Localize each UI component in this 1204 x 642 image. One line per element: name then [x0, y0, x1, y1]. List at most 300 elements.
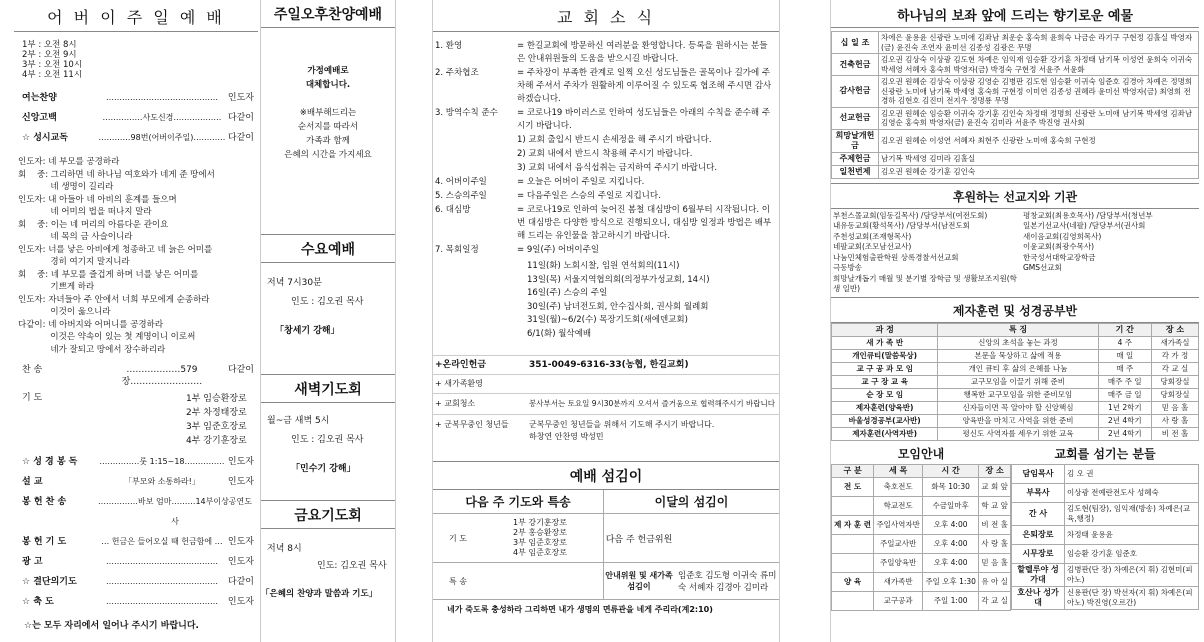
order-name: 봉 헌 기 도 [22, 537, 67, 547]
afternoon-line [263, 92, 393, 106]
schedule-item: 31일(월)~6/2(수) 목장기도회(새에덴교회) [527, 315, 688, 325]
news-text: = 다음주일은 스승의 주일로 지킵니다. [517, 191, 661, 201]
meeting-cell: 수금일마후 [923, 496, 979, 515]
meeting-row [832, 477, 1011, 496]
order-name: 여는찬양 [22, 93, 57, 103]
afternoon-line: 대체합니다. [305, 80, 351, 90]
reading-line: 경히 여기지 말지니라 [18, 257, 130, 267]
training-header: 과 정 [832, 323, 938, 336]
offerings-table [831, 31, 1199, 179]
worship-order-second [14, 448, 258, 612]
news-item [435, 244, 775, 257]
order-row [22, 108, 254, 128]
order-leader: 인도자 [227, 477, 254, 487]
order-dots: …………………………………… [105, 557, 218, 566]
next-prayer-list [483, 518, 567, 558]
cleaning-row: + 교회청소 봉사부서는 토요일 9시30분까지 오셔서 즐거움으로 협력해주시기 바랍니다 [433, 393, 779, 414]
schedule-item: 6/1(화) 월삭예배 [527, 328, 592, 339]
news-label: 5. 스승의주일 [435, 191, 487, 201]
news-text: = 코로나19 바이러스로 인하여 성도님들은 아래의 수칙을 준수해 주시기 바랍니다. [517, 108, 771, 131]
reading-line: 네 어미의 법을 떠나지 말라 [18, 207, 152, 217]
offering-row [832, 152, 1199, 165]
order-leader: 인도자 [227, 93, 254, 103]
mission-right [1023, 274, 1199, 295]
training-cell: 순 장 모 임 [832, 388, 938, 401]
church-news-title: 교 회 소 식 [433, 0, 779, 32]
prayer-name: 4부 임준호장로 [513, 548, 568, 557]
training-cell: 교 구 장 교 육 [832, 375, 938, 388]
order-leader: 다같이 [227, 133, 254, 143]
order-row [22, 552, 254, 572]
meeting-cell: 교 회 앞 [979, 477, 1011, 496]
responsive-reading [14, 150, 258, 358]
dawn-time: 월~금 새벽 5시 [267, 416, 330, 426]
order-name: ☆ 축 도 [22, 597, 54, 607]
news-text: 3) 교회 내에서 음식섭취는 금지하여 주시기 바랍니다. [517, 163, 718, 173]
meeting-cell: 양 육 [832, 572, 874, 591]
news-item [435, 148, 775, 161]
offering-names: 남기복 박세영 김미라 김홀실 [879, 152, 1199, 165]
meeting-header: 구 분 [832, 464, 874, 477]
training-cell: 2년 4학기 [1098, 427, 1152, 440]
meeting-cell: 주일교사반 [874, 534, 923, 553]
training-cell: 바울성경공부(교사반) [832, 414, 938, 427]
order-name: 신앙고백 [22, 113, 57, 123]
missions-list [831, 209, 1199, 297]
servant-names: 차정태 윤용윤 [1065, 525, 1199, 544]
meeting-cell [832, 553, 874, 572]
order-name: 봉 헌 찬 송 [22, 497, 67, 507]
service-times [14, 32, 258, 84]
bible-verse: 네가 죽도록 충성하라 그리하면 내가 생명의 면류관을 네게 주리라(계2:10) [433, 599, 779, 615]
meeting-cell: 오후 4:00 [923, 515, 979, 534]
offering-type: 건축헌금 [832, 54, 879, 76]
news-label [435, 134, 517, 147]
servant-row [1012, 502, 1199, 525]
afternoon-worship-title: 주일오후찬양예배 [261, 0, 395, 28]
servants-table [1011, 464, 1199, 610]
meeting-cell: 화목 10:30 [923, 477, 979, 496]
training-row [832, 362, 1199, 375]
meeting-cell: 주일 오후 1:30 [923, 572, 979, 591]
military-row: + 군복무중인 청년들 군복무중인 청년들을 위해서 기도해 주시기 바랍니다. 하창연 안찬영 박성민 [433, 414, 779, 447]
training-cell: 제자훈련(사역자반) [832, 427, 938, 440]
order-dots: … 헌금은 들어오실 때 헌금함에 … [101, 537, 223, 546]
reading-line: 이것은 약속이 있는 첫 계명이니 이로써 [18, 332, 196, 342]
dawn-prayer-title: 새벽기도회 [261, 374, 395, 403]
meeting-row [832, 572, 1011, 591]
meeting-row [832, 591, 1011, 610]
order-dots: ……………사도신경……………… [102, 113, 222, 122]
offering-names: 김오권 김상숙 이상광 김도현 차예은 임익재 임승환 강기훈 차정태 남기복 이성연 윤희숙 이귀숙 박세영 서혜자 홍숙희 박영자(금) 박정숙 구현정 서윤주 서윤화 [879, 54, 1199, 76]
meeting-cell [832, 591, 874, 610]
meeting-cell: 오후 4:00 [923, 553, 979, 572]
service-time: 3부 : 오전 10시 [22, 60, 83, 70]
friday-leader: 인도: 김오권 목사 [317, 561, 387, 571]
order-dots: …………………………………… [105, 597, 218, 606]
offering-row [832, 165, 1199, 178]
mission-row [833, 253, 1199, 264]
servant-role: 부목사 [1012, 483, 1065, 502]
meeting-cell: 주일 1:00 [923, 591, 979, 610]
afternoon-line: 은혜의 시간을 가지세요 [284, 150, 372, 160]
meeting-cell [832, 496, 874, 515]
order-dots: …………………………………… [105, 577, 218, 586]
training-cell: 매 주 [1098, 362, 1152, 375]
training-cell: 신앙의 초석을 놓는 과정 [938, 336, 1098, 349]
news-label [435, 162, 517, 175]
training-cell: 사 랑 홀 [1152, 414, 1199, 427]
offering-names: 김오권 원혜순 이성연 서혜자 최현주 신광란 노미애 홍숙희 구현정 [879, 129, 1199, 152]
meeting-cell: 새가족반 [874, 572, 923, 591]
mission-right: 평창교회(최용호목사) /담당부서(청년부 [1023, 210, 1153, 220]
prayer-name: 2부 차정태장로 [186, 408, 247, 418]
order-leader: 다같이 [227, 113, 254, 123]
offering-type: 십 일 조 [832, 32, 879, 54]
training-cell: 행복한 교구모임을 위한 준비모임 [938, 388, 1098, 401]
training-cell: 본문을 묵상하고 삶에 적용 [938, 349, 1098, 362]
training-header: 특 징 [938, 323, 1098, 336]
service-time: 4부 : 오전 11시 [22, 70, 83, 80]
meeting-cell: 학교전도 [874, 496, 923, 515]
offering-type: 선교헌금 [832, 107, 879, 129]
meeting-cell: 제 자 훈 련 [832, 515, 874, 534]
training-cell: 매 일 [1098, 349, 1152, 362]
schedule-item: 13일(목) 서울지역협의회(의정부가성교회, 14시) [527, 274, 710, 285]
news-label [435, 148, 517, 161]
order-row [22, 532, 254, 552]
mission-row [833, 263, 1199, 274]
mission-left: 부천스몰교회(임동길목사) /담당부서(여전도회) [833, 210, 988, 220]
meeting-row [832, 534, 1011, 553]
training-header: 기 간 [1098, 323, 1152, 336]
reading-line: 인도자: 네 부모를 공경하라 [18, 157, 120, 167]
servant-row [1012, 483, 1199, 502]
training-cell: 양육반을 마치고 사역을 위한 준비 [938, 414, 1098, 427]
mission-left: 극동방송 [833, 263, 862, 272]
mission-row [833, 221, 1199, 232]
news-text: = 주차장이 부족한 관계로 일찍 오신 성도님들은 골목이나 길가에 주차해 주셔서 주차가 원활하게 이루어질 수 있도록 협조해 주시면 감사하겠습니다. [517, 68, 772, 104]
month-servants-label: 이달의 섬김이 [654, 495, 729, 509]
pastoral-schedule [433, 258, 779, 341]
order-row [22, 452, 254, 472]
news-label: 1. 환영 [435, 41, 463, 51]
mission-right: 이윤교회(최광수목사) [1023, 242, 1095, 251]
news-item [435, 204, 775, 243]
meeting-row [832, 515, 1011, 534]
meeting-cell: 믿 음 홀 [979, 553, 1011, 572]
friday-theme: 「은혜의 찬양과 말씀과 기도」 [261, 589, 378, 599]
news-label: 2. 주차협조 [435, 68, 479, 78]
meeting-header: 시 간 [923, 464, 979, 477]
order-name: ☆ 결단의기도 [22, 577, 77, 587]
reading-line: 다같이: 네 아버지와 어머니를 공경하라 [18, 319, 164, 330]
news-text: 1) 교회 출입시 반드시 손세정을 해 주시기 바랍니다. [517, 135, 712, 145]
servant-row [1012, 525, 1199, 544]
meeting-cell: 학 교 앞 [979, 496, 1011, 515]
servant-role: 간 사 [1012, 502, 1065, 525]
meeting-header: 장 소 [979, 464, 1011, 477]
order-dots: …………98번(어버이주일)………… [98, 133, 226, 142]
order-leader: 다같이 [227, 577, 254, 587]
offering-type: 일천번제 [832, 165, 879, 178]
training-cell: 교구모임을 이끌기 위해 준비 [938, 375, 1098, 388]
wednesday-time: 저녁 7시30분 [267, 278, 322, 288]
afternoon-line: ※배부해드리는 [299, 108, 357, 118]
mission-left: 네팔교회(조모남선교사) [833, 242, 912, 251]
order-dots: ……………룻 1:15~18…………… [99, 457, 225, 466]
column-church-news [432, 0, 780, 642]
training-row [832, 427, 1199, 440]
schedule-item: 11일(화) 노회시찰, 임원 연석회의(11시) [527, 261, 680, 271]
friday-time: 저녁 8시 [267, 544, 302, 554]
standing-note: ☆는 모두 자리에서 일어나 주시기 바랍니다. [24, 621, 199, 631]
training-cell: 매주 주 일 [1098, 375, 1152, 388]
order-dots: ……………바보 엄마………14부이상공연도사 [97, 497, 252, 526]
training-row [832, 401, 1199, 414]
servant-names: 신용판(단 장) 박선자(지 휘) 차예은(피아노) 박진영(오르간) [1065, 586, 1199, 609]
training-cell: 각 가 정 [1152, 349, 1199, 362]
offering-type: 감사헌금 [832, 76, 879, 108]
news-item [435, 40, 775, 66]
mission-row [833, 274, 1199, 295]
servant-names: 이상광 전예란전도사 성혜숙 [1065, 483, 1199, 502]
reading-line: 인도자: 자녀들아 주 안에서 너희 부모에게 순종하라 [18, 294, 210, 305]
meeting-table [831, 464, 1011, 611]
training-row [832, 349, 1199, 362]
training-cell: 매주 금 일 [1098, 388, 1152, 401]
meeting-row [832, 496, 1011, 515]
wednesday-worship-title: 수요예배 [261, 234, 395, 263]
offering-names: 김오권 원혜순 임승환 이귀숙 강기훈 김인숙 차정태 정명희 신광란 노미애 남기복 박세영 김좌남 김영순 홍숙희 박영자(금) 윤진숙 김미라 서윤주 박진영 권사회 [879, 107, 1199, 129]
servant-row [1012, 464, 1199, 483]
meeting-cell: 주일양육반 [874, 553, 923, 572]
training-table [831, 323, 1199, 441]
order-row [22, 472, 254, 492]
offering-row [832, 76, 1199, 108]
schedule-item: 16일(주) 스승의 주일 [527, 288, 608, 298]
training-cell: 1년 2학기 [1098, 401, 1152, 414]
news-text: = 한길교회에 방문하신 여러분을 환영합니다. 등록을 원하시는 분들은 안내위원들의 도움을 받으시길 바랍니다. [517, 41, 768, 64]
service-time: 1부 : 오전 8시 [22, 40, 77, 50]
meeting-cell: 오후 4:00 [923, 534, 979, 553]
prayer-name: 4부 강기훈장로 [186, 436, 247, 446]
service-time: 2부 : 오전 9시 [22, 50, 77, 60]
column-other-services [260, 0, 396, 642]
meeting-title: 모임안내 [897, 446, 945, 461]
training-row [832, 375, 1199, 388]
wednesday-theme: 「창세기 강해」 [275, 326, 340, 336]
prayer-list [96, 392, 254, 448]
meeting-cell [832, 534, 874, 553]
offering-names: 김오권 원혜순 김상숙 이상광 김영순 김병판 김도현 임승환 이귀숙 임준호 김경아 차예은 정명희 신광란 노미애 남기복 박세영 홍숙희 구현정 이미연 김종성 권혜라 윤미선 박영자(금) 최영희 전경하 김현호 김진미 전지우 정명룡 무명 [879, 76, 1199, 108]
meeting-cell: 교구공과 [874, 591, 923, 610]
prayer-name: 2부 홍승환장로 [513, 528, 568, 537]
news-text: = 코로나19로 인하여 늦어진 봄철 대심방이 6월부터 시작됩니다. 이번 대심방은 다양한 방식으로 진행되오니, 대심방 일정과 방법은 배부해 드리는 유인물을 참고하시기 바랍니다. [517, 205, 772, 241]
order-name: 설 교 [22, 477, 43, 487]
order-leader: 인도자 [227, 457, 254, 467]
meeting-cell: 유 아 실 [979, 572, 1011, 591]
reading-line: 네 목의 금 사슬이니라 [18, 232, 133, 242]
training-title: 제자훈련 및 성경공부반 [831, 297, 1199, 323]
mission-left: 나눔민체험출판학원 상록경찰서선교회 [833, 252, 959, 262]
servant-role: 호산나 성가대 [1012, 586, 1065, 609]
new-family-row: + 새가족환영 [433, 374, 779, 393]
offering-type: 주제헌금 [832, 152, 879, 165]
servant-names: 김도현(팀장), 임익재(방송) 차예은(교육,행정) [1065, 502, 1199, 525]
meeting-row [832, 553, 1011, 572]
dawn-leader: 인도 : 김오권 목사 [291, 435, 364, 445]
column-sunday-worship [14, 0, 258, 642]
prayer-name: 1부 강기훈장로 [513, 518, 568, 527]
training-cell: 당회장실 [1152, 375, 1199, 388]
worship-order-first [14, 84, 258, 150]
serving-title: 예배 섬김이 [433, 461, 779, 490]
training-cell: 새가족실 [1152, 336, 1199, 349]
order-leader: 인도자 [227, 597, 254, 607]
order-row [22, 492, 254, 532]
training-row [832, 336, 1199, 349]
afternoon-line: 가정예배로 [307, 66, 349, 76]
offering-row [832, 129, 1199, 152]
news-label: 7. 목회일정 [435, 245, 479, 255]
training-cell: 각 교 실 [1152, 362, 1199, 375]
order-row [22, 88, 254, 108]
hymn-row: 찬 송 ………………579장…………………… 다같이 [22, 365, 254, 387]
news-item [435, 107, 775, 133]
servant-names: 임승환 강기훈 임준호 [1065, 544, 1199, 563]
mission-right: 새이음교회(김영희목사) [1023, 231, 1102, 241]
training-cell: 비 전 홀 [1152, 427, 1199, 440]
wednesday-leader: 인도 : 김오권 목사 [291, 297, 364, 307]
training-cell: 2년 4학기 [1098, 414, 1152, 427]
dawn-theme: 「민수기 강해」 [291, 464, 356, 474]
news-item [435, 176, 775, 189]
mission-right: 일본기선교사(네팔) /담당부서(권사회 [1023, 221, 1146, 230]
servant-row [1012, 544, 1199, 563]
offering-names: 김오권 원혜순 강기훈 김인숙 [879, 165, 1199, 178]
prayer-name: 1부 임승환장로 [186, 394, 247, 404]
mission-left: 희망날개돕기 매월 및 분기별 장학금 및 생활보조지원(학생 일반) [833, 273, 1017, 293]
order-name: ☆ 성시교독 [22, 133, 68, 143]
servant-role: 은퇴장로 [1012, 525, 1065, 544]
mission-right: 한국성서대학교장학금 [1023, 252, 1096, 262]
news-text: = 오늘은 어버이 주일로 지킵니다. [517, 177, 645, 187]
order-dots: 「부모와 소통하라!」 [124, 477, 200, 486]
afternoon-worship-body [261, 28, 395, 206]
offering-row [832, 32, 1199, 54]
servant-role: 할렐루야 성가대 [1012, 563, 1065, 586]
training-cell: 평신도 사역자를 세우기 위한 교육 [938, 427, 1098, 440]
meeting-cell: 각 교 실 [979, 591, 1011, 610]
training-cell: 교 구 공 과 모 임 [832, 362, 938, 375]
order-leader: 인도자 [227, 557, 254, 567]
servant-row [1012, 586, 1199, 609]
servant-row [1012, 563, 1199, 586]
offerings-title: 하나님의 보좌 앞에 드리는 향기로운 예물 [831, 0, 1199, 28]
news-item [435, 190, 775, 203]
servant-names: 김 오 권 [1065, 464, 1199, 483]
missions-title: 후원하는 선교지와 기관 [831, 183, 1199, 209]
bottom-split [831, 444, 1199, 611]
news-label: 6. 대심방 [435, 205, 471, 215]
order-leader: 인도자 [227, 537, 254, 547]
order-row [22, 572, 254, 592]
order-name: ☆ 성 경 봉 독 [22, 457, 78, 467]
training-cell: 개인큐티(말씀묵상) [832, 349, 938, 362]
prayer-name: 3부 임준호장로 [513, 538, 568, 547]
order-name: 광 고 [22, 557, 43, 567]
prayer-row: 기 도 1부 임승환장로 2부 차정태장로 3부 임준호장로 4부 강기훈장로 [14, 388, 258, 448]
news-text: 2) 교회 내에서 반드시 착용해 주시기 바랍니다. [517, 149, 693, 159]
news-item [435, 67, 775, 106]
mission-left: 내유동교회(황석목사) /담당부서(남전도회 [833, 221, 970, 230]
offering-row [832, 54, 1199, 76]
training-cell: 4 주 [1098, 336, 1152, 349]
servants-title: 교회를 섬기는 분들 [1054, 446, 1156, 461]
mission-left: 주천성교회(조재형목사) [833, 231, 912, 241]
order-dots: …………………………………… [105, 93, 218, 102]
training-cell: 신자들이면 꼭 알아야 할 신앙핵심 [938, 401, 1098, 414]
offering-names: 차에은 윤용윤 신광란 노미애 김좌남 최운순 홍숙희 윤희숙 나금순 라기구 구현정 김홀실 박영자(금) 윤진숙 조연자 윤미선 김종성 김광은 무명 [879, 32, 1199, 54]
training-row [832, 388, 1199, 401]
training-cell: 믿 음 홀 [1152, 401, 1199, 414]
reading-line: 기쁘게 하라 [18, 282, 95, 292]
training-cell: 당회장실 [1152, 388, 1199, 401]
servant-role: 시무장로 [1012, 544, 1065, 563]
schedule-item: 30일(주) 남녀전도회, 안수집사회, 권사회 월례회 [527, 301, 709, 312]
training-cell: 개인 큐티 후 삶의 은혜를 나눔 [938, 362, 1098, 375]
mission-row [833, 232, 1199, 243]
mission-right: GMS선교회 [1023, 263, 1062, 272]
meeting-cell: 전 도 [832, 477, 874, 496]
mission-row [833, 242, 1199, 253]
news-list [433, 32, 779, 257]
servant-role: 담임목사 [1012, 464, 1065, 483]
news-item [435, 134, 775, 147]
next-week-label: 다음 주 기도와 특송 [465, 495, 571, 509]
training-row [832, 414, 1199, 427]
reading-line: 네 생명이 길리라 [18, 182, 114, 192]
reading-line: 네가 잘되고 땅에서 장수하리라 [18, 344, 166, 355]
friday-prayer-title: 금요기도회 [261, 500, 395, 529]
column-offerings [830, 0, 1199, 642]
meeting-cell: 비 전 홀 [979, 515, 1011, 534]
order-row [22, 592, 254, 612]
order-row [22, 128, 254, 148]
reading-line: 회 중: 그리하면 네 하나님 여호와가 네게 준 땅에서 [18, 169, 215, 180]
online-offering-row: +온라인헌금 351-0049-6316-33(농협, 한길교회) [433, 355, 779, 374]
sunday-worship-title: 어 버 이 주 일 예 배 [14, 0, 258, 32]
reading-line: 이것이 옳으니라 [18, 307, 111, 317]
training-cell: 새 가 족 반 [832, 336, 938, 349]
servant-names: 김병판(단 장) 차예은(지 휘) 김현미(피아노) [1065, 563, 1199, 586]
afternoon-line: 가족과 함께 [306, 136, 350, 146]
mission-row [833, 211, 1199, 222]
meeting-cell: 주일사역자반 [874, 515, 923, 534]
reading-line: 인도자: 너를 낳은 아비에게 청종하고 네 늙은 어미를 [18, 244, 213, 255]
reading-line: 회 중: 네 부모를 즐겁게 하며 너를 낳은 어미를 [18, 269, 199, 280]
training-header: 장 소 [1152, 323, 1199, 336]
news-label: 4. 어버이주일 [435, 177, 487, 187]
afternoon-line: 순서지를 따라서 [297, 122, 359, 132]
meeting-header: 세 목 [874, 464, 923, 477]
meeting-cell: 축호전도 [874, 477, 923, 496]
training-cell: 제자훈련(양육반) [832, 401, 938, 414]
reading-line: 인도자: 내 아들아 네 아비의 훈계를 들으며 [18, 194, 177, 205]
prayer-name: 3부 임준호장로 [186, 422, 247, 432]
offering-row [832, 107, 1199, 129]
